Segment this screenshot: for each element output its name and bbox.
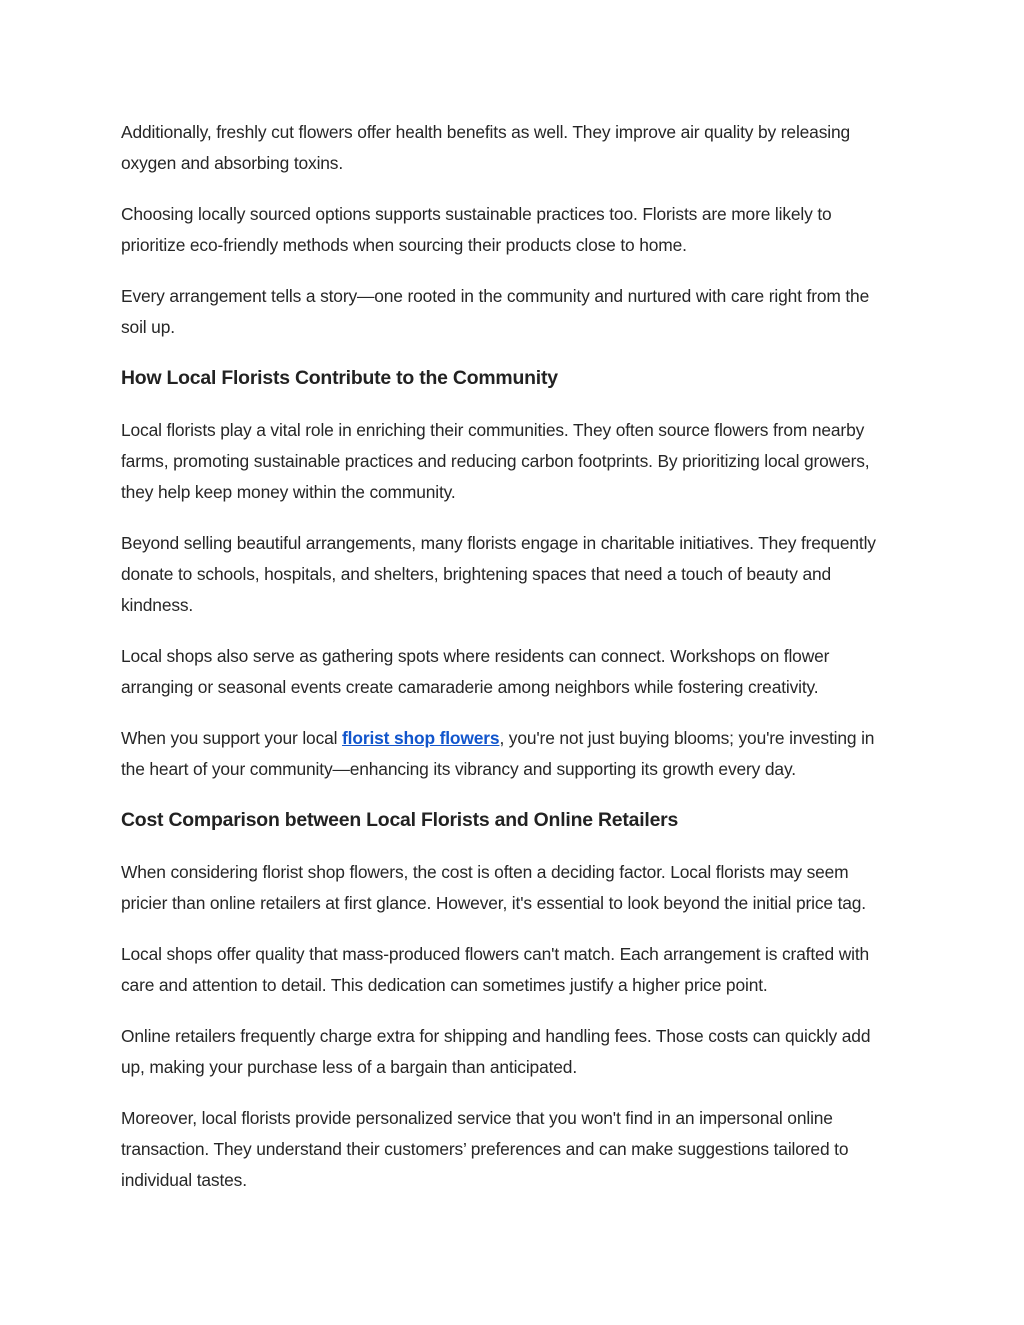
heading-cost-comparison: Cost Comparison between Local Florists and Online Retailers <box>121 809 679 831</box>
document-body <box>121 117 897 1216</box>
paragraph-charitable-initiatives: Beyond selling beautiful arrangements, many florists engage in charitable initiatives. They frequently donate to schools, hospitals, and shelters, brightening spaces that need a touch of beauty and kindness. <box>121 533 876 615</box>
paragraph-gathering-spots: Local shops also serve as gathering spots where residents can connect. Workshops on flower arranging or seasonal events create camaraderie among neighbors while fostering creativity. <box>121 646 830 697</box>
heading-community-contribution: How Local Florists Contribute to the Community <box>121 367 558 389</box>
paragraph-cost-factor: When considering florist shop flowers, the cost is often a deciding factor. Local florists may seem pricier than online retailers at first glance. However, it's essential to look beyond the initial price tag. <box>121 862 866 913</box>
support-local-text-after: , you're not just buying blooms; you're investing in the heart of your community—enhancing its vibrancy and supporting its growth every day. <box>121 728 875 779</box>
support-local-text-before: When you support your local <box>121 728 343 748</box>
paragraph-quality: Local shops offer quality that mass-produced flowers can't match. Each arrangement is crafted with care and attention to detail. This dedication can sometimes justify a higher price point. <box>121 944 870 995</box>
paragraph-personalized-service: Moreover, local florists provide personalized service that you won't find in an impersonal online transaction. They understand their customers’ preferences and can make suggestions tailored to individual tastes. <box>121 1108 849 1190</box>
paragraph-arrangement-story: Every arrangement tells a story—one rooted in the community and nurtured with care right from the soil up. <box>121 286 870 337</box>
florist-shop-flowers-link[interactable]: florist shop flowers <box>342 728 500 748</box>
paragraph-support-local <box>121 723 897 785</box>
paragraph-shipping-fees: Online retailers frequently charge extra for shipping and handling fees. Those costs can quickly add up, making your purchase less of a bargain than anticipated. <box>121 1026 871 1077</box>
paragraph-sustainable-sourcing: Choosing locally sourced options supports sustainable practices too. Florists are more likely to prioritize eco-friendly methods when sourcing their products close to home. <box>121 204 832 255</box>
paragraph-vital-role: Local florists play a vital role in enriching their communities. They often source flowers from nearby farms, promoting sustainable practices and reducing carbon footprints. By prioritizing local growers, they help keep money within the community. <box>121 420 870 502</box>
paragraph-health-benefits: Additionally, freshly cut flowers offer health benefits as well. They improve air quality by releasing oxygen and absorbing toxins. <box>121 122 850 173</box>
